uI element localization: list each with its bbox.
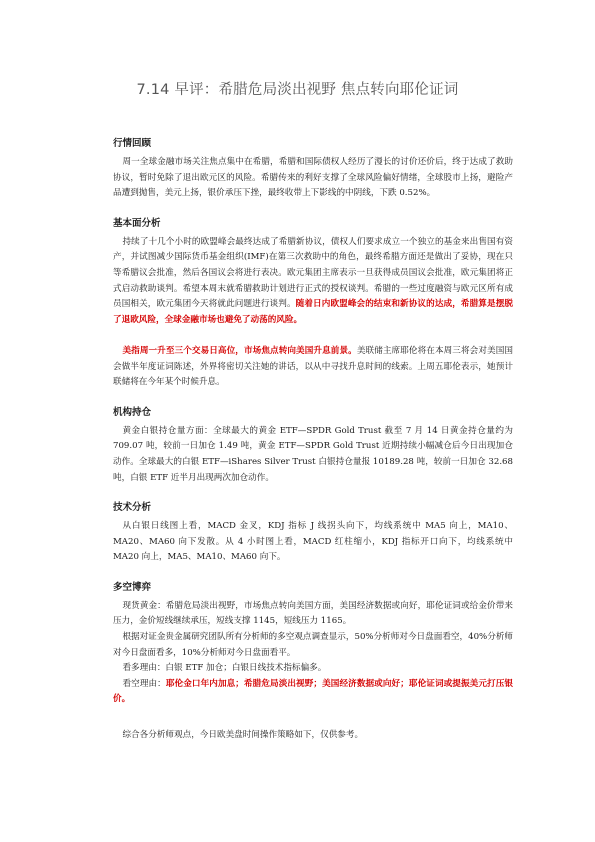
paragraph-text: 美联储主席耶伦将在本周三将会对美国国会做半年度证词陈述，外界将密切关注她的讲话，以从中寻找升息时间的线索。上周五耶伦表示，她预计联储将在今年某个时候升息。 <box>113 345 513 388</box>
closing-paragraph: 综合各分析师观点，今日欧美盘时间操作策略如下，仅供参考。 <box>122 730 364 741</box>
section-heading: 多空博弈 <box>113 581 152 593</box>
highlight-text: 耶伦金口年内加息；希腊危局淡出视野；美国经济数据或向好；耶伦证词或提振美元打压银价。 <box>113 678 513 705</box>
page-title: 7.14 早评：希腊危局淡出视野 焦点转向耶伦证词 <box>136 82 459 98</box>
section-fundamentals <box>113 217 513 391</box>
paragraph: 周一全球金融市场关注焦点集中在希腊，希腊和国际债权人经历了漫长的讨价还价后，终于达成了救助协议，暂时免除了退出欧元区的风险。希腊传来的利好支撑了全球风险偏好情绪，全球股市上扬，避险产品遭到抛售，美元上扬，银价承压下挫，最终收带上下影线的中阴线，下跌 0.52%。 <box>113 157 513 199</box>
section-market-review <box>113 137 513 202</box>
section-technical <box>113 501 513 566</box>
paragraph <box>113 677 513 708</box>
highlight-text: 美指周一升至三个交易日高位，市场焦点转向美国升息前景。 <box>122 345 357 356</box>
paragraph-label: 看空理由： <box>122 678 166 689</box>
paragraph-text: 持续了十几个小时的欧盟峰会最终达成了希腊新协议，债权人们要求成立一个独立的基金来出售国有资产，并试图减少国际货币基金组织(IMF)在第三次救助中的角色，最终希腊方面还是做出了妥协，现在只等希腊议会批准，然后各国议会将进行表决。欧元集团主席表示一旦获得成员国议会批准，欧元集团将正式启动救助谈判。希望本周末就希腊救助计划进行正式的授权谈判。希腊的一些过度融资与欧元区所有成员国相关，欧元集团今天将就此问题进行谈判。 <box>113 236 513 310</box>
paragraph: 根据对证金贵金属研究团队所有分析师的多空观点调查显示，50%分析师对今日盘面看空，40%分析师对今日盘面看多，10%分析师对今日盘面看平。 <box>113 632 514 658</box>
paragraph: 从白银日线图上看，MACD 金叉，KDJ 指标 J 线拐头向下，均线系统中 MA5 向上，MA10、MA20、MA60 向下发散。从 4 小时图上看，MACD 红柱缩小，KDJ 指标开口向下，均线系统中 MA20 向上，MA5、MA10、MA60 向下。 <box>113 521 513 563</box>
report-body <box>113 137 513 744</box>
paragraph <box>113 235 513 329</box>
section-heading: 行情回顾 <box>113 138 152 149</box>
paragraph: 黄金白银持仓量方面：全球最大的黄金 ETF—SPDR Gold Trust 截至 7 月 14 日黄金持仓量约为 709.07 吨，较前一日加仓 1.49 吨，黄金 ETF—SPDR Gold Trust 近期持续小幅减仓后今日出现加仓动作。全球最大的白银 ETF—iShares Silver Trust 白银持仓量报 10189.28 吨，较前一日加仓 32.68 吨，白银 ETF 近半月出现两次加仓动作。 <box>113 425 513 483</box>
section-heading: 机构持仓 <box>113 406 152 418</box>
section-heading: 技术分析 <box>113 502 152 514</box>
section-heading: 基本面分析 <box>113 217 161 229</box>
section-bull-bear <box>113 581 513 708</box>
section-positions <box>113 406 513 486</box>
paragraph: 看多理由：白银 ETF 加仓；白银日线技术指标偏多。 <box>122 663 327 674</box>
paragraph <box>113 344 513 391</box>
paragraph: 现货黄金：希腊危局淡出视野，市场焦点转向美国方面，美国经济数据或向好，耶伦证词或给金价带来压力，金价短线继续承压，短线支撑 1145，短线压力 1165。 <box>113 600 513 627</box>
highlight-text: 随着日内欧盟峰会的结束和新协议的达成，希腊算是摆脱了退欧风险，全球金融市场也避免了动荡的风险。 <box>113 299 513 325</box>
